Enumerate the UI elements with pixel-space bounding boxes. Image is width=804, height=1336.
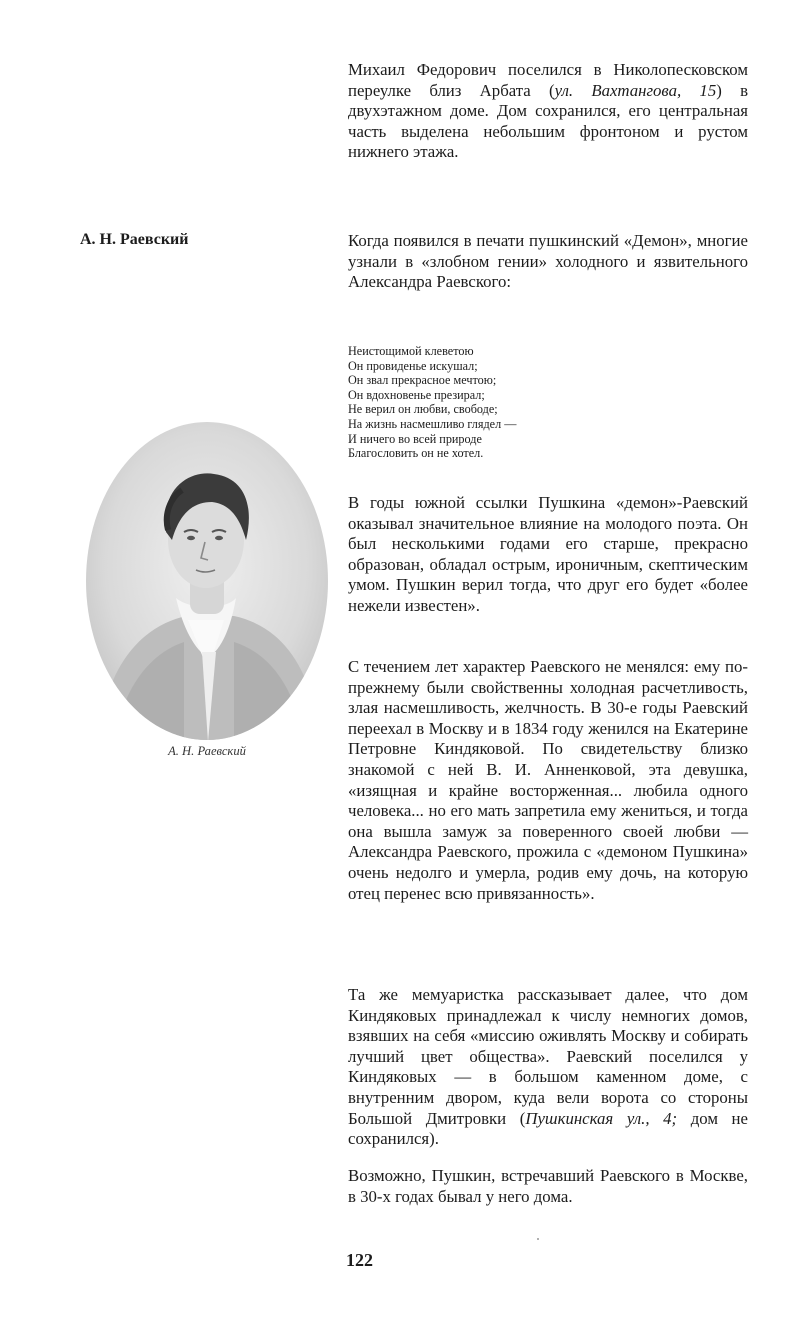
portrait-image bbox=[84, 420, 330, 742]
pushkin-visit-paragraph: Возможно, Пушкин, встречавший Раевского в Москве, в 30-х годах бывал у него дома. bbox=[348, 1166, 748, 1206]
print-speck bbox=[537, 1238, 539, 1240]
poem-line: Не верил он любви, свободе; bbox=[348, 402, 498, 417]
memoir-text-after: дом не сохранился). bbox=[348, 1108, 748, 1149]
poem-line: Он провиденье искушал; bbox=[348, 358, 478, 373]
intro-address: ул. Вахтангова, 15 bbox=[554, 80, 717, 100]
memoir-paragraph bbox=[348, 985, 748, 1150]
poem-line: Он звал прекрасное мечтою; bbox=[348, 373, 497, 388]
poem-line: На жизнь насмешливо глядел — bbox=[348, 416, 517, 431]
poem-line: Он вдохновенье презирал; bbox=[348, 387, 485, 402]
poem-line: И ничего во всей природе bbox=[348, 431, 482, 446]
intro-paragraph bbox=[348, 60, 748, 163]
intro-text-after: ) в двухэтажном доме. Дом сохранился, его центральная часть выделена небольшим фронтоном и рустом нижнего этажа. bbox=[348, 80, 748, 162]
memoir-text: Та же мемуаристка рассказывает далее, что дом Киндяковых принадлежал к числу немногих домов, взявших на себя «миссию оживлять Москву и собирать лучший цвет общества». Раевский поселился у Киндяковых — в большом каменном доме, с внутренним двором, куда вели ворота со стороны Большой Дмитровки ( bbox=[348, 985, 748, 1128]
page-number: 122 bbox=[346, 1250, 373, 1270]
memoir-address: Пушкинская ул., 4; bbox=[525, 1108, 678, 1128]
poem-quote bbox=[348, 344, 516, 461]
character-paragraph: С течением лет характер Раевского не менялся: ему по-прежнему были свойственны холодная расчетливость, злая насмешливость, желчность. В 30-е годы Раевский переехал в Москву и в 1834 году женился на Екатерине Петровне Киндяковой. По свидетельству близко знакомой с ней В. И. Анненковой, эта девушка, «изящная и крайне восторженная... любила одного человека... но его мать запретила ему жениться, и тогда она вышла замуж за поверенного своей любви — Александра Раевского, прожила с «демоном Пушкина» очень недолго и умерла, родив ему дочь, на которую отец перенес всю привязанность». bbox=[348, 657, 748, 903]
south-exile-paragraph: В годы южной ссылки Пушкина «демон»-Раевский оказывал значительное влияние на молодого поэта. Он был несколькими годами его старше, прекрасно образован, обладал острым, ироничным, скептическим умом. Пушкин верил тогда, что друг его будет «более нежели известен». bbox=[348, 493, 748, 615]
poem-line: Благословить он не хотел. bbox=[348, 446, 484, 461]
portrait-caption: А. Н. Раевский bbox=[168, 744, 246, 758]
section-heading: А. Н. Раевский bbox=[80, 231, 189, 248]
demon-intro-paragraph: Когда появился в печати пушкинский «Демон», многие узнали в «злобном гении» холодного и язвительного Александра Раевского: bbox=[348, 231, 748, 292]
intro-text: Михаил Федорович поселился в Николопесковском переулке близ Арбата ( bbox=[348, 60, 748, 100]
poem-line: Неистощимой клеветою bbox=[348, 344, 474, 358]
